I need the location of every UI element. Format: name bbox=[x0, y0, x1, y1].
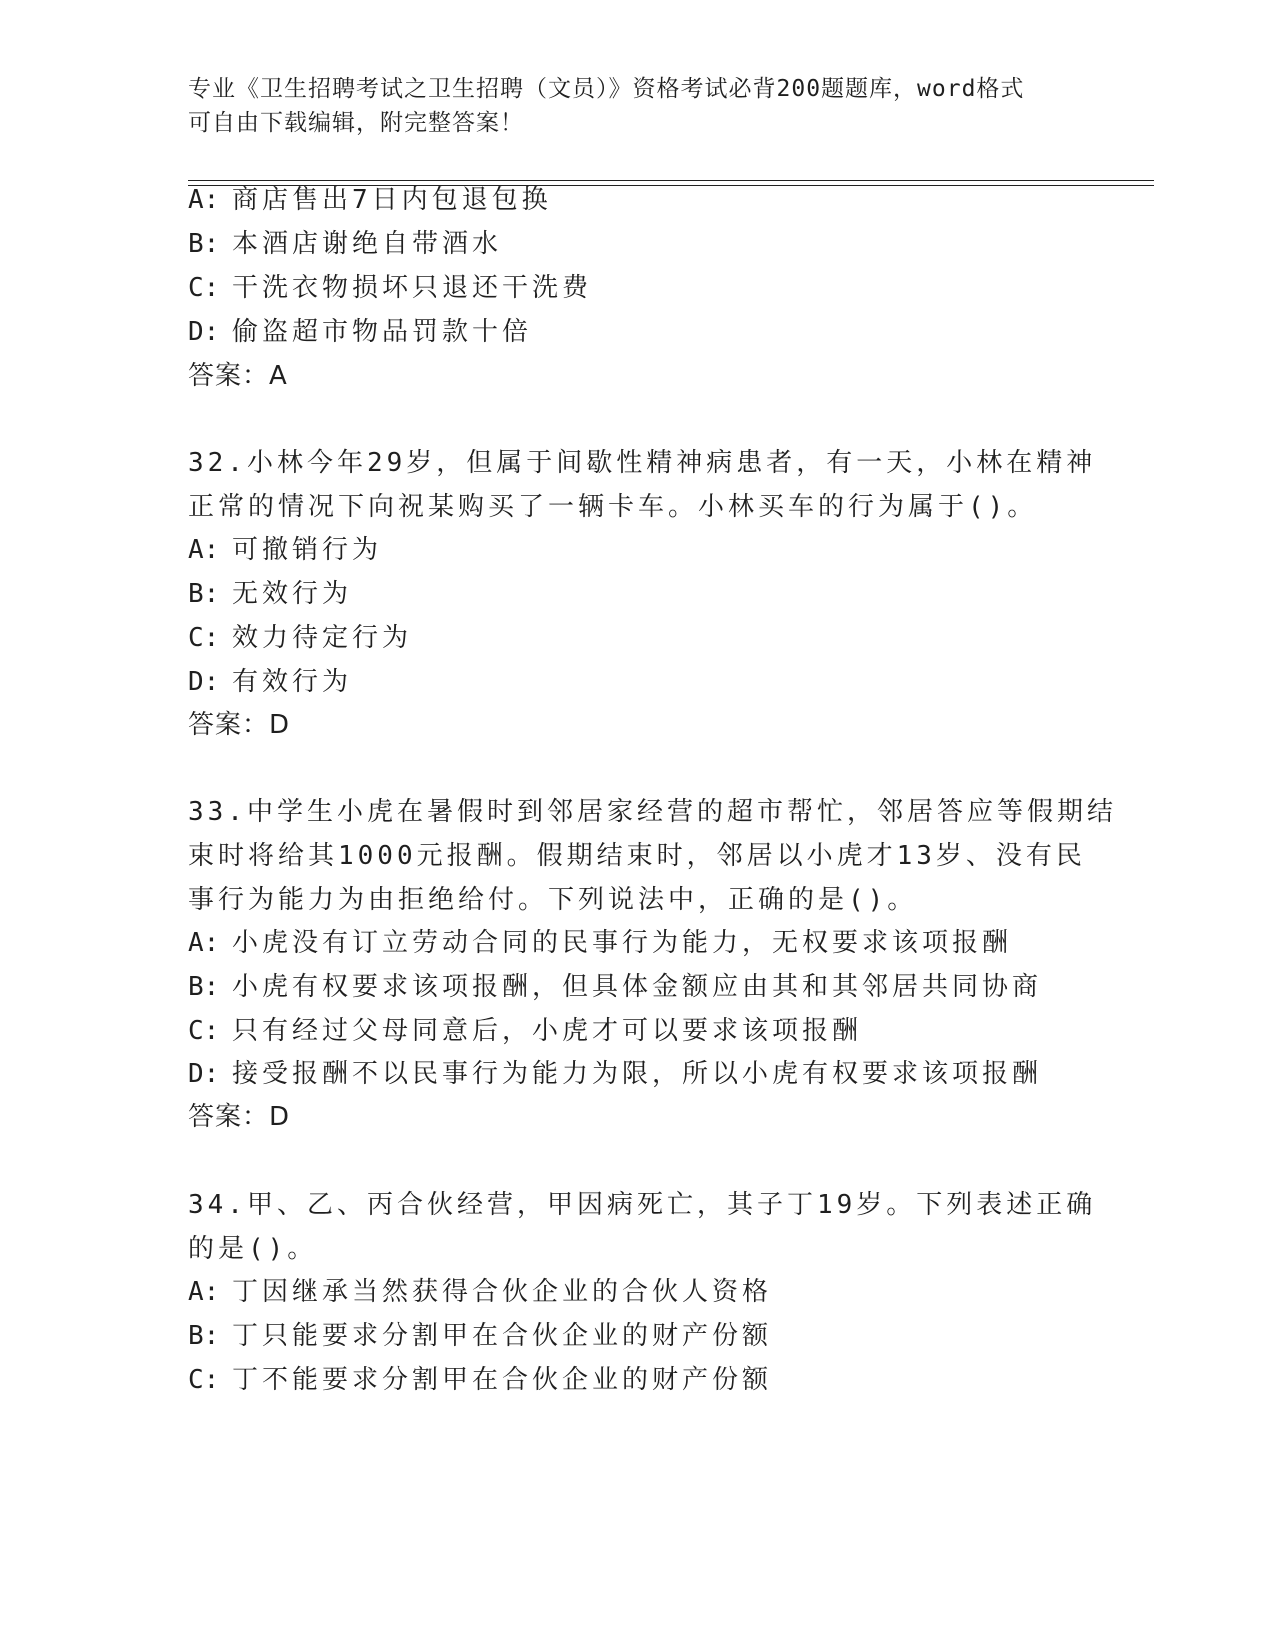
header-line-2: 可自由下载编辑，附完整答案！ bbox=[188, 110, 524, 136]
option-text: 本酒店谢绝自带酒水 bbox=[232, 229, 503, 259]
q33-answer: 答案：D bbox=[188, 1102, 291, 1132]
q33-stem-line-3: 事行为能力为由拒绝给付。下列说法中，正确的是()。 bbox=[188, 885, 918, 915]
option-text: 小虎有权要求该项报酬，但具体金额应由其和其邻居共同协商 bbox=[232, 972, 1043, 1002]
q32-option-a bbox=[188, 533, 382, 567]
q33-option-a bbox=[188, 926, 1012, 960]
q32-stem-line-1: 32.小林今年29岁，但属于间歇性精神病患者，有一天，小林在精神 bbox=[188, 448, 1097, 478]
q31-option-c bbox=[188, 271, 592, 305]
header-divider-top bbox=[188, 180, 1154, 181]
option-text: 小虎没有订立劳动合同的民事行为能力，无权要求该项报酬 bbox=[232, 928, 1013, 958]
q32-option-d bbox=[188, 665, 352, 699]
option-letter: B: bbox=[188, 972, 220, 1002]
q33-stem-line-1: 33.中学生小虎在暑假时到邻居家经营的超市帮忙，邻居答应等假期结 bbox=[188, 797, 1117, 827]
q34-stem-line-1: 34.甲、乙、丙合伙经营，甲因病死亡，其子丁19岁。下列表述正确 bbox=[188, 1190, 1097, 1220]
q34-option-c bbox=[188, 1363, 772, 1397]
option-text: 无效行为 bbox=[232, 579, 353, 609]
option-letter: B: bbox=[188, 1321, 220, 1351]
q31-option-a bbox=[188, 183, 552, 217]
option-text: 丁只能要求分割甲在合伙企业的财产份额 bbox=[232, 1321, 773, 1351]
option-text: 干洗衣物损坏只退还干洗费 bbox=[232, 273, 593, 303]
option-text: 只有经过父母同意后，小虎才可以要求该项报酬 bbox=[232, 1016, 863, 1046]
option-text: 商店售出7日内包退包换 bbox=[232, 185, 552, 215]
q31-answer: 答案：A bbox=[188, 361, 288, 391]
q31-option-d bbox=[188, 315, 532, 349]
q34-stem-line-2: 的是()。 bbox=[188, 1234, 318, 1264]
q33-option-b bbox=[188, 970, 1042, 1004]
q32-option-b bbox=[188, 577, 352, 611]
option-letter: C: bbox=[188, 273, 220, 303]
option-text: 有效行为 bbox=[232, 667, 353, 697]
option-letter: D: bbox=[188, 667, 220, 697]
option-text: 丁因继承当然获得合伙企业的合伙人资格 bbox=[232, 1277, 773, 1307]
option-letter: A: bbox=[188, 535, 220, 565]
option-letter: C: bbox=[188, 623, 220, 653]
q34-option-b bbox=[188, 1319, 772, 1353]
option-letter: A: bbox=[188, 1277, 220, 1307]
q33-option-c bbox=[188, 1014, 862, 1048]
option-letter: D: bbox=[188, 317, 220, 347]
option-letter: A: bbox=[188, 185, 220, 215]
option-letter: B: bbox=[188, 229, 220, 259]
option-letter: A: bbox=[188, 928, 220, 958]
header-line-1: 专业《卫生招聘考试之卫生招聘（文员）》资格考试必背200题题库，word格式 bbox=[188, 76, 1025, 102]
q33-option-d bbox=[188, 1057, 1042, 1091]
option-letter: C: bbox=[188, 1016, 220, 1046]
q31-option-b bbox=[188, 227, 502, 261]
q33-stem-line-2: 束时将给其1000元报酬。假期结束时，邻居以小虎才13岁、没有民 bbox=[188, 841, 1086, 871]
option-text: 接受报酬不以民事行为能力为限，所以小虎有权要求该项报酬 bbox=[232, 1059, 1043, 1089]
option-letter: D: bbox=[188, 1059, 220, 1089]
q34-option-a bbox=[188, 1275, 772, 1309]
option-text: 效力待定行为 bbox=[232, 623, 413, 653]
q32-stem-line-2: 正常的情况下向祝某购买了一辆卡车。小林买车的行为属于()。 bbox=[188, 492, 1038, 522]
option-letter: C: bbox=[188, 1365, 220, 1395]
document-header bbox=[188, 72, 1088, 140]
q32-option-c bbox=[188, 621, 412, 655]
option-text: 丁不能要求分割甲在合伙企业的财产份额 bbox=[232, 1365, 773, 1395]
option-letter: B: bbox=[188, 579, 220, 609]
q32-answer: 答案：D bbox=[188, 710, 291, 740]
option-text: 偷盗超市物品罚款十倍 bbox=[232, 317, 533, 347]
option-text: 可撤销行为 bbox=[232, 535, 383, 565]
